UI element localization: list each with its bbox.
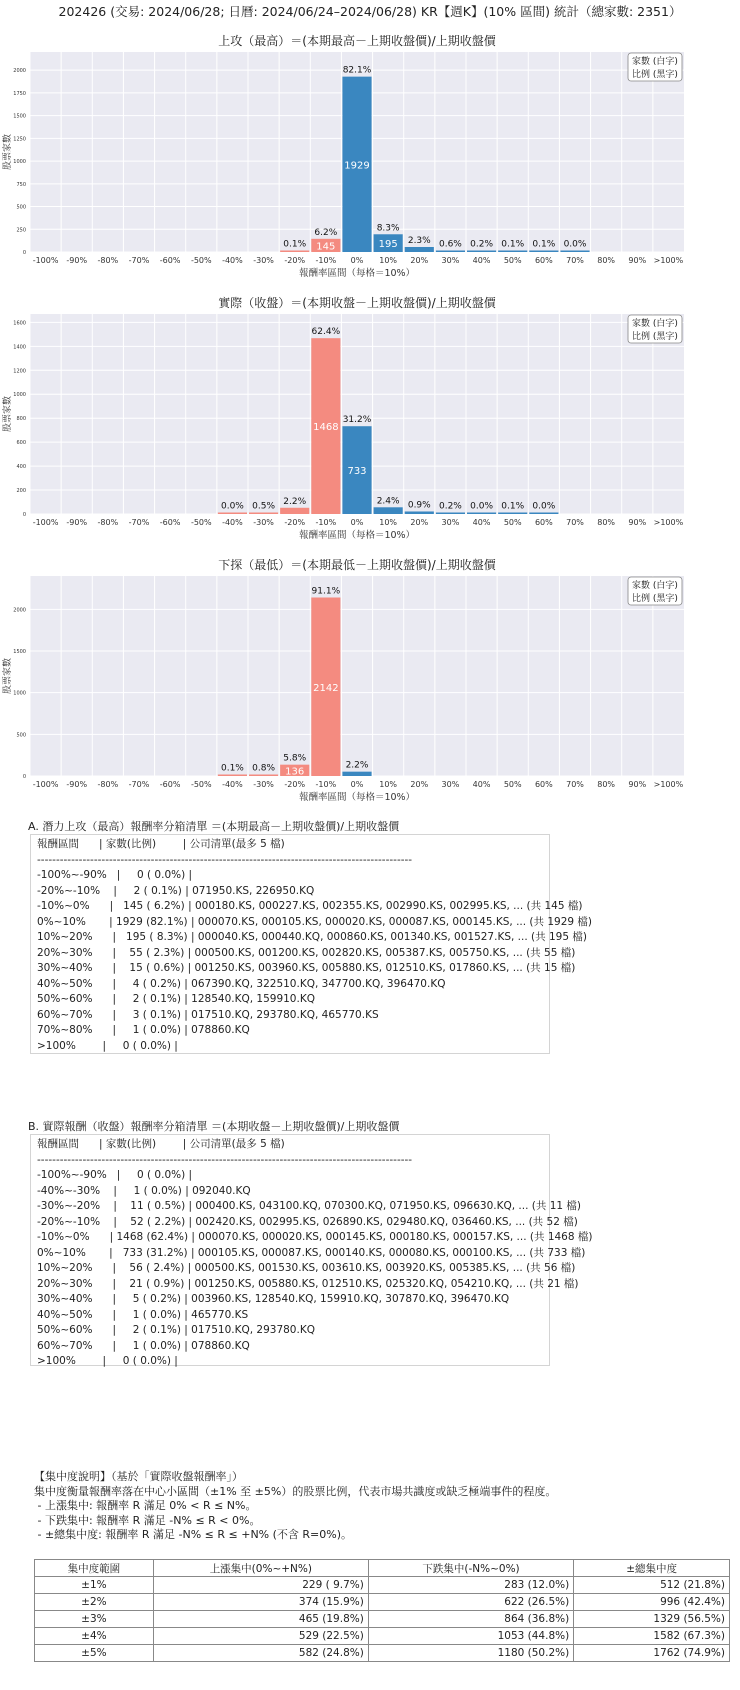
bar-pct-label: 0.0% xyxy=(470,501,494,512)
y-tick-label: 1500 xyxy=(13,649,26,655)
x-tick-label: -90% xyxy=(66,518,88,527)
section-b-line: -30%~-20% | 11 ( 0.5%) | 000400.KS, 043100.KQ, 070300.KQ, 071950.KS, 096630.KQ, ... (共 11 檔) xyxy=(37,1200,582,1212)
y-tick-label: 1750 xyxy=(13,90,26,97)
bar-pct-label: 62.4% xyxy=(311,327,341,338)
x-tick-label: -40% xyxy=(222,256,243,265)
y-tick-label: 1000 xyxy=(13,159,26,166)
x-tick-label: 80% xyxy=(597,780,616,789)
table-cell: 283 (12.0%) xyxy=(368,1577,573,1594)
x-tick-label: -100% xyxy=(32,256,59,265)
section-b-line: -40%~-30% | 1 ( 0.0%) | 092040.KQ xyxy=(37,1184,251,1197)
table-cell: ±1% xyxy=(35,1577,154,1594)
y-tick-label: 0 xyxy=(22,250,26,256)
table-cell: ±5% xyxy=(35,1645,154,1662)
concentration-note-line: - 下跌集中: 報酬率 R 滿足 -N% ≤ R < 0%。 xyxy=(34,1513,261,1527)
section-a-line: 50%~60% | 2 ( 0.1%) | 128540.KQ, 159910.KQ xyxy=(37,993,315,1005)
legend-line-1: 家數 (白字) xyxy=(632,581,678,591)
x-tick-label: 70% xyxy=(566,256,584,265)
bar xyxy=(342,772,371,776)
section-b-line: -20%~-10% | 52 ( 2.2%) | 002420.KS, 002995.KS, 026890.KS, 029480.KQ, 036460.KS, ... (共 52 檔) xyxy=(37,1215,578,1228)
table-cell: 622 (26.5%) xyxy=(368,1594,573,1611)
bar xyxy=(529,251,558,253)
bar-pct-label: 2.3% xyxy=(407,236,431,246)
x-tick-label: 40% xyxy=(472,256,491,265)
bar-pct-label: 2.4% xyxy=(376,496,400,507)
table-header-cell: 集中度範圍 xyxy=(35,1560,154,1577)
bar-pct-label: 0.2% xyxy=(470,239,494,250)
x-tick-label: 70% xyxy=(566,780,584,789)
x-tick-label: -50% xyxy=(190,780,212,789)
x-axis-label: 報酬率區間（每格＝10%） xyxy=(298,530,416,541)
plot-area xyxy=(30,576,684,776)
x-tick-label: 10% xyxy=(379,518,398,527)
section-b-line: 報酬區間 | 家數(比例) | 公司清單(最多 5 檔) xyxy=(37,1138,285,1150)
y-tick-label: 1250 xyxy=(13,136,26,143)
bar xyxy=(280,251,309,253)
section-a-line: 0%~10% | 1929 (82.1%) | 000070.KS, 000105.KS, 000020.KS, 000087.KS, 000145.KS, ... (共 1929 檔) xyxy=(37,915,593,928)
y-tick-label: 2000 xyxy=(13,68,26,75)
x-tick-label: -60% xyxy=(159,256,181,265)
x-tick-label: 60% xyxy=(534,518,553,527)
chart-downside-low xyxy=(0,554,740,816)
table-header-cell: 下跌集中(-N%~0%) xyxy=(368,1560,573,1577)
section-a-line: 60%~70% | 3 ( 0.1%) | 017510.KQ, 293780.KQ, 465770.KS xyxy=(37,1008,379,1021)
x-tick-label: >100% xyxy=(653,256,684,265)
table-cell: 374 (15.9%) xyxy=(153,1594,368,1611)
table-row xyxy=(35,1611,730,1628)
bar xyxy=(467,251,496,253)
section-b-line: --------------------------------------------------------------------------------------------------- xyxy=(37,1153,413,1166)
y-tick-label: 1400 xyxy=(13,344,26,351)
x-tick-label: 20% xyxy=(410,256,429,265)
section-a-line: 報酬區間 | 家數(比例) | 公司清單(最多 5 檔) xyxy=(37,838,285,850)
y-tick-label: 2000 xyxy=(13,607,26,614)
x-tick-label: -90% xyxy=(66,780,88,789)
x-tick-label: 90% xyxy=(628,780,647,789)
x-tick-label: 70% xyxy=(566,518,584,527)
bar xyxy=(498,251,527,253)
x-tick-label: 80% xyxy=(597,256,616,265)
y-tick-label: 1000 xyxy=(13,690,26,697)
x-tick-label: 10% xyxy=(379,780,398,789)
bar-pct-label: 31.2% xyxy=(342,415,372,426)
x-tick-label: 0% xyxy=(350,780,364,789)
bar-pct-label: 2.2% xyxy=(345,760,369,771)
x-tick-label: >100% xyxy=(653,780,684,789)
table-cell: 229 ( 9.7%) xyxy=(153,1577,368,1594)
legend-line-2: 比例 (黑字) xyxy=(632,332,678,342)
table-cell: 512 (21.8%) xyxy=(574,1577,730,1594)
bar-count-label: 195 xyxy=(378,239,398,251)
bar-pct-label: 0.1% xyxy=(532,239,556,250)
section-a-line: -20%~-10% | 2 ( 0.1%) | 071950.KS, 226950.KQ xyxy=(37,884,315,897)
table-header-cell: ±總集中度 xyxy=(574,1560,730,1577)
concentration-note-line: 集中度衡量報酬率落在中心小區間（±1% 至 ±5%）的股票比例，代表市場共識度或缺乏極端事件的程度。 xyxy=(34,1484,557,1498)
x-tick-label: 90% xyxy=(628,518,647,527)
bar-pct-label: 0.1% xyxy=(501,239,525,250)
bar-count-label: 1468 xyxy=(313,422,339,434)
bar-pct-label: 0.0% xyxy=(220,501,244,512)
table-row xyxy=(35,1645,730,1662)
bar-count-label: 145 xyxy=(316,241,336,253)
table-row xyxy=(35,1577,730,1594)
concentration-note-line: - ±總集中度: 報酬率 R 滿足 -N% ≤ R ≤ +N% (不含 R=0%)。 xyxy=(34,1528,353,1541)
y-tick-label: 1600 xyxy=(13,320,26,327)
section-a-line: -100%~-90% | 0 ( 0.0%) | xyxy=(37,869,193,881)
y-tick-label: 500 xyxy=(16,732,26,739)
x-tick-label: 30% xyxy=(441,780,460,789)
x-tick-label: -100% xyxy=(32,780,59,789)
y-tick-label: 0 xyxy=(22,774,26,780)
page-title: 202426 (交易: 2024/06/28; 日曆: 2024/06/24–2024/06/28) KR【週K】(10% 區間) 統計（總家數: 2351） xyxy=(58,4,682,19)
bar xyxy=(467,513,496,515)
table-row xyxy=(35,1628,730,1645)
section-b-line: 20%~30% | 21 ( 0.9%) | 001250.KS, 005880.KS, 012510.KS, 025320.KQ, 054210.KQ, ... (共 21 檔) xyxy=(37,1277,579,1290)
bar-pct-label: 8.3% xyxy=(376,223,400,234)
legend-line-1: 家數 (白字) xyxy=(632,57,678,67)
chart-title: 實際（收盤）＝(本期收盤－上期收盤價)/上期收盤價 xyxy=(218,296,496,310)
y-tick-label: 1000 xyxy=(13,392,26,399)
y-tick-label: 200 xyxy=(16,488,26,495)
x-tick-label: 0% xyxy=(350,256,364,265)
bar-pct-label: 0.8% xyxy=(252,763,276,774)
bar xyxy=(280,508,309,514)
chart-upside-high xyxy=(0,30,740,292)
bar-pct-label: 0.0% xyxy=(532,501,556,512)
concentration-note xyxy=(34,1470,556,1543)
y-tick-label: 600 xyxy=(16,440,26,447)
x-tick-label: 40% xyxy=(472,780,491,789)
bar-pct-label: 0.9% xyxy=(407,500,431,511)
y-axis-label: 股票家數 xyxy=(3,133,13,171)
section-b-line: -100%~-90% | 0 ( 0.0%) | xyxy=(37,1169,193,1181)
legend-box xyxy=(628,53,682,81)
legend-box xyxy=(628,577,682,605)
table-cell: 529 (22.5%) xyxy=(153,1628,368,1645)
bar-pct-label: 0.0% xyxy=(563,239,587,250)
x-tick-label: -70% xyxy=(128,518,150,527)
x-tick-label: -50% xyxy=(190,518,212,527)
x-tick-label: 50% xyxy=(503,518,522,527)
bar-pct-label: 6.2% xyxy=(314,227,338,238)
concentration-note-line: - 上漲集中: 報酬率 R 滿足 0% < R ≤ N%。 xyxy=(34,1499,257,1512)
y-tick-label: 500 xyxy=(16,204,26,211)
section-a-title: A. 潛力上攻（最高）報酬率分箱清單 ＝(本期最高－上期收盤價)/上期收盤價 xyxy=(28,820,400,833)
x-tick-label: -10% xyxy=(315,518,337,527)
bar xyxy=(405,247,434,252)
x-tick-label: -100% xyxy=(32,518,59,527)
section-b-box xyxy=(30,1134,593,1367)
x-tick-label: -20% xyxy=(284,780,306,789)
x-tick-label: 90% xyxy=(628,256,647,265)
bar-pct-label: 0.6% xyxy=(438,239,462,250)
section-b-line: -10%~0% | 1468 (62.4%) | 000070.KS, 000020.KS, 000145.KS, 000180.KS, 000157.KS, ... (共 1468 檔) xyxy=(37,1231,593,1243)
bar xyxy=(436,251,465,253)
x-tick-label: -10% xyxy=(315,256,337,265)
bar-count-label: 2142 xyxy=(313,682,339,694)
bar xyxy=(436,513,465,515)
x-tick-label: 20% xyxy=(410,780,429,789)
bar xyxy=(405,511,434,514)
y-axis-label: 股票家數 xyxy=(3,657,13,695)
bar-pct-label: 0.5% xyxy=(252,501,276,512)
bar xyxy=(374,507,403,514)
section-b-line: 40%~50% | 1 ( 0.0%) | 465770.KS xyxy=(37,1308,249,1321)
x-tick-label: 0% xyxy=(350,518,364,527)
table-cell: 996 (42.4%) xyxy=(574,1594,730,1611)
bar xyxy=(560,251,589,253)
section-a-line: 40%~50% | 4 ( 0.2%) | 067390.KQ, 322510.KQ, 347700.KQ, 396470.KQ xyxy=(37,977,446,990)
concentration-table xyxy=(34,1559,730,1662)
x-tick-label: 50% xyxy=(503,780,522,789)
bar-count-label: 136 xyxy=(285,766,305,778)
bar-pct-label: 2.2% xyxy=(283,496,307,507)
x-tick-label: 10% xyxy=(379,256,398,265)
x-axis-label: 報酬率區間（每格＝10%） xyxy=(298,268,416,279)
legend-line-2: 比例 (黑字) xyxy=(632,594,678,604)
y-tick-label: 250 xyxy=(16,227,26,234)
x-tick-label: -50% xyxy=(190,256,212,265)
x-axis-label: 報酬率區間（每格＝10%） xyxy=(298,792,416,803)
section-a-box xyxy=(30,834,593,1054)
table-cell: 582 (24.8%) xyxy=(153,1645,368,1662)
bar xyxy=(498,513,527,515)
x-tick-label: -30% xyxy=(253,256,274,265)
bar-count-label: 1929 xyxy=(344,160,370,172)
table-cell: 1582 (67.3%) xyxy=(574,1628,730,1645)
section-b-line: 0%~10% | 733 (31.2%) | 000105.KS, 000087.KS, 000140.KS, 000080.KS, 000100.KS, ... (共 733 檔) xyxy=(37,1246,586,1259)
legend-box xyxy=(628,315,682,343)
y-tick-label: 1200 xyxy=(13,368,26,375)
section-a-line: 30%~40% | 15 ( 0.6%) | 001250.KS, 003960.KS, 005880.KS, 012510.KS, 017860.KS, ... (共 15 檔) xyxy=(37,962,576,974)
bar-pct-label: 5.8% xyxy=(283,753,307,764)
bar-pct-label: 0.1% xyxy=(283,239,307,250)
x-tick-label: -20% xyxy=(284,518,306,527)
section-a-line: 10%~20% | 195 ( 8.3%) | 000040.KS, 000440.KQ, 000860.KS, 001340.KS, 001527.KS, ... (共 195 檔) xyxy=(37,931,587,943)
y-tick-label: 400 xyxy=(16,464,26,471)
bar xyxy=(249,775,278,777)
y-tick-label: 1500 xyxy=(13,113,26,120)
x-tick-label: -90% xyxy=(66,256,88,265)
table-cell: ±2% xyxy=(35,1594,154,1611)
x-tick-label: >100% xyxy=(653,518,684,527)
table-cell: 1180 (50.2%) xyxy=(368,1645,573,1662)
x-tick-label: -30% xyxy=(253,780,274,789)
x-tick-label: -10% xyxy=(315,780,337,789)
x-tick-label: 20% xyxy=(410,518,429,527)
bar-pct-label: 91.1% xyxy=(311,586,341,597)
y-tick-label: 0 xyxy=(22,512,26,518)
table-header-cell: 上漲集中(0%~+N%) xyxy=(153,1560,368,1577)
x-tick-label: -30% xyxy=(253,518,274,527)
chart-actual-close xyxy=(0,292,740,554)
x-tick-label: 60% xyxy=(534,780,553,789)
x-tick-label: -80% xyxy=(97,518,119,527)
section-b-line: 60%~70% | 1 ( 0.0%) | 078860.KQ xyxy=(37,1339,250,1352)
bar-pct-label: 0.1% xyxy=(220,763,244,774)
concentration-note-line: 【集中度說明】（基於「實際收盤報酬率」） xyxy=(34,1470,243,1483)
table-cell: 1329 (56.5%) xyxy=(574,1611,730,1628)
x-tick-label: 40% xyxy=(472,518,491,527)
x-tick-label: 50% xyxy=(503,256,522,265)
bar xyxy=(249,513,278,515)
bar-pct-label: 82.1% xyxy=(342,65,372,76)
section-b-line: 30%~40% | 5 ( 0.2%) | 003960.KS, 128540.KQ, 159910.KQ, 307870.KQ, 396470.KQ xyxy=(37,1293,510,1305)
section-a-line: >100% | 0 ( 0.0%) | xyxy=(37,1039,178,1052)
x-tick-label: -70% xyxy=(128,256,150,265)
legend-line-2: 比例 (黑字) xyxy=(632,70,678,80)
x-tick-label: 30% xyxy=(441,518,460,527)
x-tick-label: -80% xyxy=(97,256,119,265)
section-b-line: 50%~60% | 2 ( 0.1%) | 017510.KQ, 293780.KQ xyxy=(37,1324,315,1336)
section-a-line: 20%~30% | 55 ( 2.3%) | 000500.KS, 001200.KS, 002820.KS, 005387.KS, 005750.KS, ... (共 55 檔) xyxy=(37,946,576,959)
table-cell: 465 (19.8%) xyxy=(153,1611,368,1628)
table-cell: 1053 (44.8%) xyxy=(368,1628,573,1645)
section-a-line: --------------------------------------------------------------------------------------------------- xyxy=(37,853,413,866)
bar xyxy=(218,775,247,777)
bar-pct-label: 0.1% xyxy=(501,501,525,512)
chart-title: 下探（最低）＝(本期最低－上期收盤價)/上期收盤價 xyxy=(218,558,496,572)
bar-count-label: 733 xyxy=(347,466,367,478)
x-tick-label: -80% xyxy=(97,780,119,789)
x-tick-label: 60% xyxy=(534,256,553,265)
bar xyxy=(218,513,247,515)
table-cell: ±4% xyxy=(35,1628,154,1645)
table-row xyxy=(35,1594,730,1611)
x-tick-label: -70% xyxy=(128,780,150,789)
x-tick-label: -40% xyxy=(222,518,243,527)
x-tick-label: 30% xyxy=(441,256,460,265)
y-tick-label: 750 xyxy=(16,181,26,188)
table-cell: 864 (36.8%) xyxy=(368,1611,573,1628)
y-axis-label: 股票家數 xyxy=(3,395,13,433)
x-tick-label: -40% xyxy=(222,780,243,789)
section-a-line: -10%~0% | 145 ( 6.2%) | 000180.KS, 000227.KS, 002355.KS, 002990.KS, 002995.KS, ... (共 145 檔) xyxy=(37,900,583,912)
x-tick-label: -20% xyxy=(284,256,306,265)
x-tick-label: -60% xyxy=(159,780,181,789)
x-tick-label: -60% xyxy=(159,518,181,527)
table-cell: 1762 (74.9%) xyxy=(574,1645,730,1662)
chart-title: 上攻（最高）＝(本期最高－上期收盤價)/上期收盤價 xyxy=(218,34,496,48)
y-tick-label: 800 xyxy=(16,416,26,423)
table-cell: ±3% xyxy=(35,1611,154,1628)
section-a-line: 70%~80% | 1 ( 0.0%) | 078860.KQ xyxy=(37,1024,250,1036)
bar-pct-label: 0.2% xyxy=(438,501,462,512)
legend-line-1: 家數 (白字) xyxy=(632,319,678,329)
section-b-line: >100% | 0 ( 0.0%) | xyxy=(37,1355,178,1367)
bar xyxy=(529,513,558,515)
section-b-title: B. 實際報酬（收盤）報酬率分箱清單 ＝(本期收盤－上期收盤價)/上期收盤價 xyxy=(28,1120,400,1133)
section-b-line: 10%~20% | 56 ( 2.4%) | 000500.KS, 001530.KS, 003610.KS, 003920.KS, 005385.KS, ... (共 56 檔) xyxy=(37,1262,576,1274)
x-tick-label: 80% xyxy=(597,518,616,527)
